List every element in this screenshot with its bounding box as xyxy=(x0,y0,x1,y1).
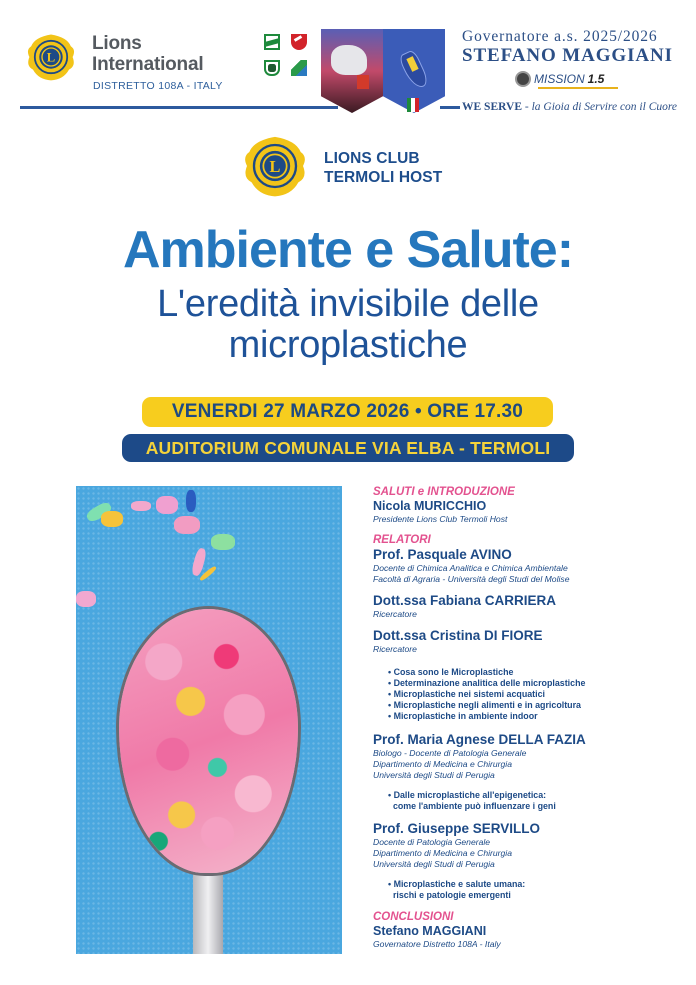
conclusions-speaker-name: Stefano MAGGIANI xyxy=(373,924,487,938)
svg-text:L: L xyxy=(269,156,281,176)
speaker-topics xyxy=(388,667,673,722)
speakers-label: RELATORI xyxy=(373,534,431,546)
topic-item: • Microplastiche nei sistemi acquatici xyxy=(388,689,673,700)
speaker-name: Prof. Giuseppe SERVILLO xyxy=(373,821,541,836)
speaker-item xyxy=(373,821,673,901)
speaker-name: Dott.ssa Fabiana CARRIERA xyxy=(373,593,557,608)
speaker-role: Ricercatore xyxy=(373,644,417,654)
topic-item: • Cosa sono le Microplastiche xyxy=(388,667,673,678)
topic-item: • Microplastiche in ambiente indoor xyxy=(388,711,673,722)
speaker-name: Prof. Pasquale AVINO xyxy=(373,547,512,562)
motto-italic: - la Gioia di Servire con il Cuore xyxy=(522,101,678,113)
speaker-name: Dott.ssa Cristina DI FIORE xyxy=(373,628,543,643)
topic-item-continued: rischi e patologie emergenti xyxy=(392,890,511,900)
greetings-section xyxy=(373,486,673,525)
header-divider-right xyxy=(440,106,460,109)
crest-marche-icon xyxy=(264,60,280,76)
governor-name: STEFANO MAGGIANI xyxy=(462,45,673,66)
crest-abruzzo-alt-icon xyxy=(291,60,307,76)
mission-logo-icon xyxy=(515,71,531,87)
speaker-role: Docente di Patologia Generale xyxy=(373,837,491,847)
event-subtitle-line1: L'eredità invisibile delle xyxy=(157,283,539,325)
topic-item: • Microplastiche e salute umana: xyxy=(388,879,673,890)
speaker-role: Università degli Studi di Perugia xyxy=(373,770,495,780)
programme xyxy=(373,486,673,950)
org-name-line1: Lions xyxy=(92,33,142,54)
motto-bold: WE SERVE xyxy=(462,101,522,113)
greetings-speaker-role: Presidente Lions Club Termoli Host xyxy=(373,514,508,524)
conclusions-label: CONCLUSIONI xyxy=(373,911,454,923)
speaker-role: Facoltà di Agraria - Università degli Studi del Molise xyxy=(373,574,570,584)
header-divider xyxy=(20,106,338,109)
spoon-handle xyxy=(193,864,223,954)
speaker-role: Ricercatore xyxy=(373,609,417,619)
mission-number: 1.5 xyxy=(587,72,605,86)
speaker-role: Biologo - Docente di Patologia Generale xyxy=(373,748,527,758)
speaker-item xyxy=(373,593,673,620)
district-label: DISTRETTO 108A - ITALY xyxy=(93,80,223,92)
club-name xyxy=(324,149,442,187)
speaker-role: Dipartimento di Medicina e Chirurgia xyxy=(373,759,512,769)
event-subtitle-line2: microplastiche xyxy=(228,324,468,366)
conclusions-section xyxy=(373,911,673,950)
mission-underline xyxy=(538,87,618,89)
conclusions-speaker-role: Governatore Distretto 108A - Italy xyxy=(373,939,501,949)
italian-flag-icon xyxy=(407,98,419,112)
speaker-role: Docente di Chimica Analitica e Chimica Ambientale xyxy=(373,563,568,573)
topic-item: • Dalle microplastiche all'epigenetica: xyxy=(388,790,673,801)
greetings-speaker-name: Nicola MURICCHIO xyxy=(373,499,487,513)
mission-text: MISSION xyxy=(534,72,585,86)
club-name-line2: TERMOLI HOST xyxy=(324,169,443,186)
crest-molise-icon xyxy=(291,34,307,50)
speaker-topics xyxy=(388,879,673,901)
crest-abruzzo-icon xyxy=(264,34,280,50)
spoon-bowl xyxy=(116,606,301,876)
event-title: Ambiente e Salute: xyxy=(122,221,574,279)
event-subtitle xyxy=(0,284,696,366)
event-date-badge: VENERDI 27 MARZO 2026 • ORE 17.30 xyxy=(142,397,553,427)
governor-title: Governatore a.s. 2025/2026 xyxy=(462,28,658,45)
svg-text:L: L xyxy=(46,50,56,65)
org-name-line2: International xyxy=(92,54,204,75)
topic-item: • Microplastiche negli alimenti e in agricoltura xyxy=(388,700,673,711)
speaker-item xyxy=(373,547,673,585)
knight-banner-icon xyxy=(321,29,383,113)
event-venue-badge: AUDITORIUM COMUNALE VIA ELBA - TERMOLI xyxy=(122,434,574,462)
speaker-role: Dipartimento di Medicina e Chirurgia xyxy=(373,848,512,858)
speaker-item xyxy=(373,732,673,812)
topic-item: • Determinazione analitica delle microplastiche xyxy=(388,678,673,689)
club-name-line1: LIONS CLUB xyxy=(324,150,420,167)
speaker-topics xyxy=(388,790,673,812)
org-name xyxy=(92,33,203,75)
lions-emblem-icon xyxy=(24,30,78,84)
motto xyxy=(462,101,677,113)
speaker-item xyxy=(373,628,673,722)
greetings-label: SALUTI e INTRODUZIONE xyxy=(373,486,515,498)
mission-badge xyxy=(515,71,604,87)
speaker-name: Prof. Maria Agnese DELLA FAZIA xyxy=(373,732,586,747)
topic-item-continued: come l'ambiente può influenzare i geni xyxy=(392,801,556,811)
speaker-role: Università degli Studi di Perugia xyxy=(373,859,495,869)
spoon-of-microplastics-photo xyxy=(76,486,342,954)
club-lions-emblem-icon xyxy=(240,131,310,201)
